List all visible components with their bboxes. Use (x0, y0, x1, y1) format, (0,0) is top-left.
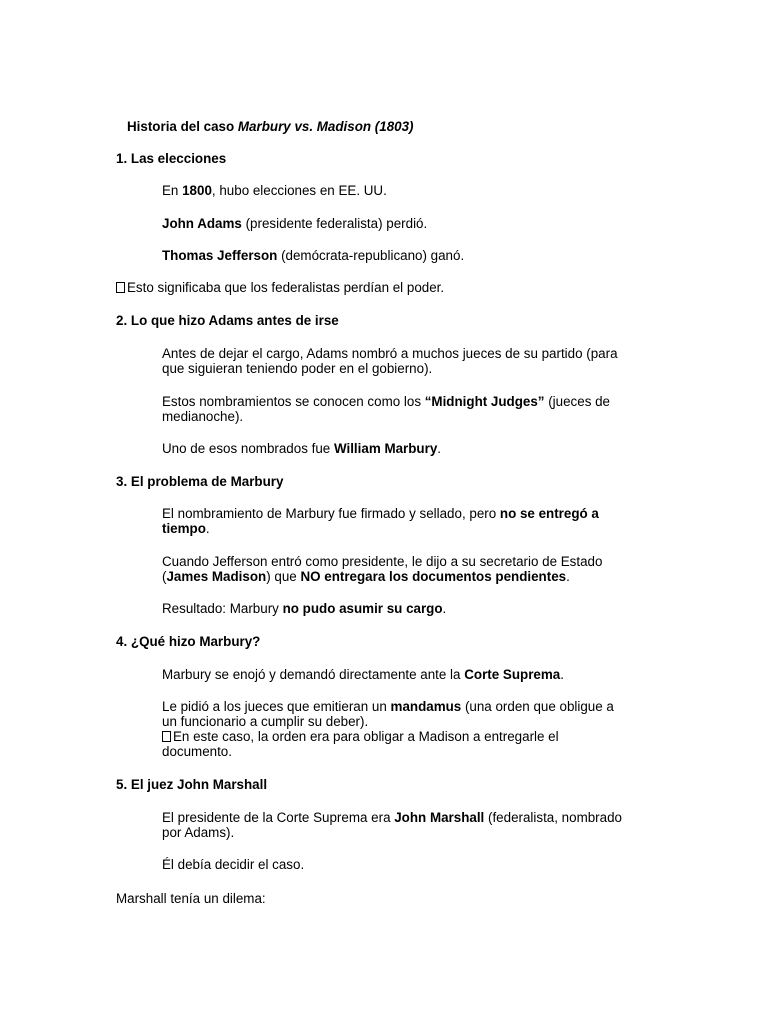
paragraph: Resultado: Marbury no pudo asumir su cargo. (162, 601, 447, 616)
paragraph: John Adams (presidente federalista) perdió. (162, 216, 428, 231)
section-heading-5: 5. El juez John Marshall (116, 777, 268, 792)
paragraph: En 1800, hubo elecciones en EE. UU. (162, 183, 387, 198)
missing-glyph-icon (162, 731, 171, 742)
document-title (127, 119, 414, 134)
paragraph: El nombramiento de Marbury fue firmado y sellado, pero no se entregó a tiempo. (162, 506, 599, 536)
missing-glyph-icon (116, 282, 125, 293)
section-heading-3: 3. El problema de Marbury (116, 474, 284, 489)
section-heading-4: 4. ¿Qué hizo Marbury? (116, 634, 261, 649)
section-heading-1: 1. Las elecciones (116, 151, 227, 166)
paragraph: Thomas Jefferson (demócrata-republicano) ganó. (162, 248, 465, 263)
paragraph: Marbury se enojó y demandó directamente ante la Corte Suprema. (162, 667, 564, 682)
title-case-name: Marbury vs. Madison (1803) (237, 119, 414, 134)
paragraph: Cuando Jefferson entró como presidente, le dijo a su secretario de Estado (James Madison) que NO entregara los documentos pendientes. (162, 554, 603, 584)
paragraph: Estos nombramientos se conocen como los “Midnight Judges” (jueces de medianoche). (162, 394, 611, 424)
section-heading-2: 2. Lo que hizo Adams antes de irse (116, 313, 339, 328)
paragraph: El presidente de la Corte Suprema era John Marshall (federalista, nombrado por Adams). (162, 810, 622, 840)
paragraph: Antes de dejar el cargo, Adams nombró a muchos jueces de su partido (para que siguieran teniendo poder en el gobierno). (162, 346, 618, 376)
title-text: Historia del caso (127, 119, 238, 134)
closing-paragraph: Marshall tenía un dilema: (116, 891, 266, 906)
paragraph: Le pidió a los jueces que emitieran un mandamus (una orden que obligue a un funcionario a cumplir su deber). En este caso, la orden era para obligar a Madison a entregarle el documento. (162, 699, 614, 759)
paragraph: Uno de esos nombrados fue William Marbury. (162, 441, 442, 456)
paragraph: Él debía decidir el caso. (162, 857, 305, 872)
note-paragraph: Esto significaba que los federalistas perdían el poder. (116, 280, 444, 295)
